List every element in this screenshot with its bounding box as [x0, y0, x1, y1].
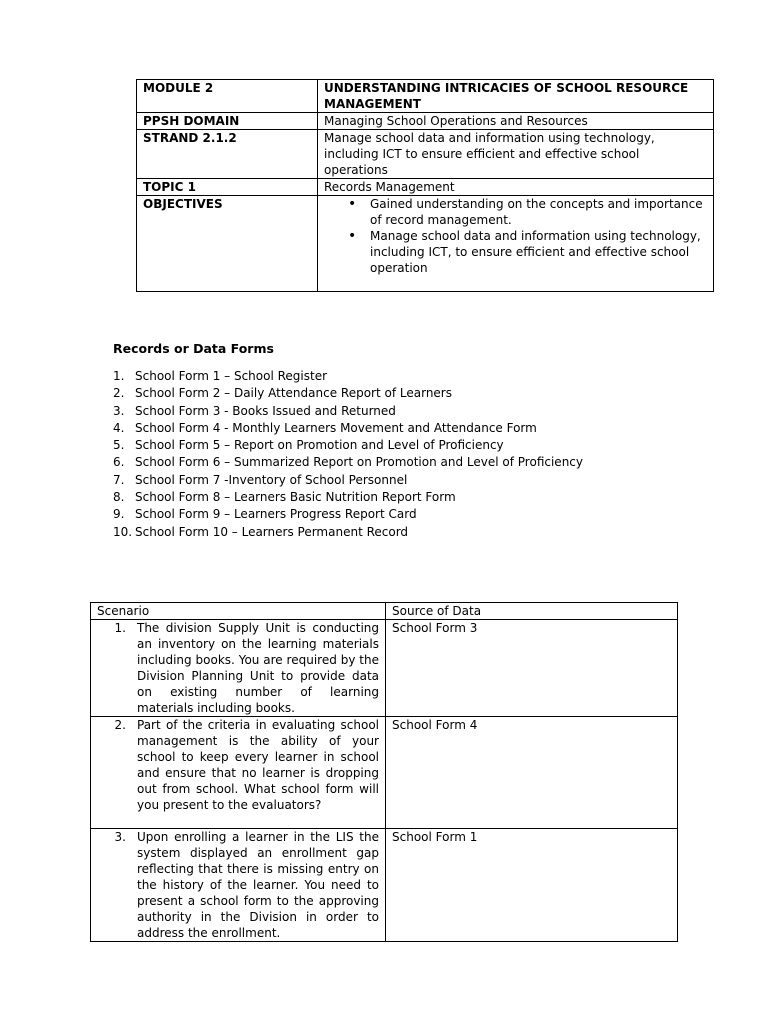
list-number: 3.	[113, 403, 125, 418]
scenario-text: The division Supply Unit is conducting an inventory on the learning materials including books. You are required by the Division Planning Unit to provide data on existing number of learning materials including books.	[137, 621, 379, 715]
objective-item: • Manage school data and information using technology, including ICT, to ensure efficient and effective school operation	[370, 228, 707, 276]
list-number: 7.	[113, 472, 125, 487]
records-heading: Records or Data Forms	[113, 341, 274, 356]
strand-label: STRAND 2.1.2	[137, 130, 318, 179]
module-info-table	[136, 79, 714, 292]
objective-item: • Gained understanding on the concepts and importance of record management.	[370, 196, 707, 228]
scenario-text: Part of the criteria in evaluating school management is the ability of your school to keep every learner in school and ensure that no learner is dropping out from school. What school form will you present to the evaluators?	[137, 718, 379, 812]
list-item	[113, 506, 583, 523]
list-item	[113, 524, 583, 541]
list-item	[113, 403, 583, 420]
list-item	[113, 489, 583, 506]
scenario-number: 3.	[114, 830, 126, 844]
source-cell: School Form 1	[386, 829, 678, 942]
list-text: School Form 8 – Learners Basic Nutrition Report Form	[135, 490, 456, 505]
topic-row	[137, 179, 714, 196]
list-text: School Form 9 – Learners Progress Report Card	[135, 507, 417, 522]
objectives-list	[324, 196, 707, 276]
list-number: 8.	[113, 490, 125, 505]
list-number: 9.	[113, 507, 125, 522]
list-text: School Form 6 – Summarized Report on Promotion and Level of Proficiency	[135, 455, 583, 470]
list-item	[113, 472, 583, 489]
scenario-cell	[91, 620, 386, 717]
scenario-cell	[91, 717, 386, 829]
scenario-text: Upon enrolling a learner in the LIS the system displayed an enrollment gap reflecting that there is missing entry on the history of the learner. You need to present a school form to the approving authority in the Division in order to address the enrollment.	[137, 830, 379, 940]
domain-label: PPSH DOMAIN	[137, 113, 318, 130]
list-number: 2.	[113, 386, 125, 401]
list-number: 4.	[113, 420, 125, 435]
table-row	[91, 829, 678, 942]
module-row	[137, 80, 714, 113]
topic-label: TOPIC 1	[137, 179, 318, 196]
strand-row	[137, 130, 714, 179]
list-number: 10.	[113, 524, 133, 539]
scenario-header: Scenario	[91, 603, 386, 620]
objectives-row	[137, 196, 714, 292]
table-row	[91, 620, 678, 717]
objectives-label: OBJECTIVES	[137, 196, 318, 292]
module-title: UNDERSTANDING INTRICACIES OF SCHOOL RESOURCE MANAGEMENT	[318, 80, 714, 113]
list-text: School Form 1 – School Register	[135, 369, 328, 383]
records-list	[113, 368, 583, 541]
list-item	[113, 437, 583, 454]
list-text: School Form 4 - Monthly Learners Movement and Attendance Form	[135, 420, 537, 435]
domain-value: Managing School Operations and Resources	[318, 113, 714, 130]
source-header: Source of Data	[386, 603, 678, 620]
table-row	[91, 717, 678, 829]
topic-value: Records Management	[318, 179, 714, 196]
objectives-cell	[318, 196, 714, 292]
list-text: School Form 7 -Inventory of School Personnel	[135, 472, 408, 487]
list-item	[113, 368, 583, 385]
list-item	[113, 454, 583, 471]
list-number: 1.	[113, 369, 125, 383]
module-label: MODULE 2	[137, 80, 318, 113]
source-cell: School Form 3	[386, 620, 678, 717]
strand-value: Manage school data and information using technology, including ICT to ensure efficient and effective school operations	[318, 130, 714, 179]
domain-row	[137, 113, 714, 130]
table-header-row	[91, 603, 678, 620]
list-number: 6.	[113, 455, 125, 470]
list-number: 5.	[113, 438, 125, 453]
list-text: School Form 10 – Learners Permanent Record	[135, 524, 409, 539]
scenario-table	[90, 602, 678, 942]
source-cell: School Form 4	[386, 717, 678, 829]
list-item	[113, 385, 583, 402]
list-text: School Form 2 – Daily Attendance Report of Learners	[135, 386, 452, 401]
list-item	[113, 420, 583, 437]
scenario-number: 1.	[114, 621, 126, 635]
scenario-cell	[91, 829, 386, 942]
list-text: School Form 3 - Books Issued and Returned	[135, 403, 396, 418]
list-text: School Form 5 – Report on Promotion and Level of Proficiency	[135, 438, 504, 453]
scenario-number: 2.	[114, 718, 126, 732]
